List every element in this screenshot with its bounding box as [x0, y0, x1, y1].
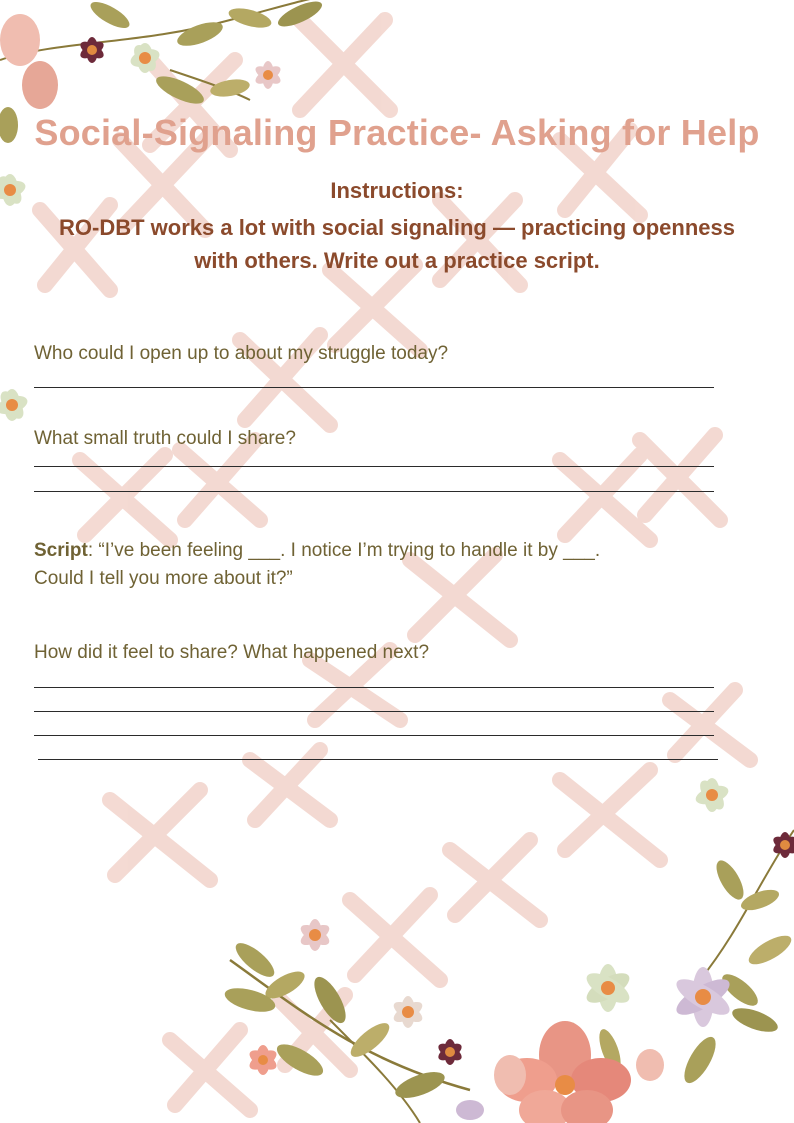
instructions-line-1: RO-DBT works a lot with social signaling — practicing openness	[59, 215, 735, 240]
right-small-flower-icon	[693, 777, 730, 814]
bottom-floral-icon	[222, 830, 794, 1123]
instructions-text	[20, 211, 774, 277]
script-text-2: Could I tell you more about it?”	[34, 568, 293, 589]
answer-line[interactable]	[34, 735, 714, 736]
answer-line[interactable]	[34, 711, 714, 712]
script-prompt	[34, 537, 754, 593]
instructions-line-2: with others. Write out a practice script.	[194, 248, 600, 273]
question-who-to-open-up-to: Who could I open up to about my struggle today?	[34, 343, 449, 364]
page-title: Social-Signaling Practice- Asking for Help	[34, 112, 760, 153]
answer-line[interactable]	[34, 687, 714, 688]
answer-line[interactable]	[34, 466, 714, 467]
script-label: Script	[34, 540, 88, 561]
question-small-truth: What small truth could I share?	[34, 428, 296, 449]
question-how-did-it-feel: How did it feel to share? What happened next?	[34, 642, 430, 663]
answer-line[interactable]	[34, 491, 714, 492]
script-line-1	[34, 537, 754, 565]
answer-line[interactable]	[38, 759, 718, 760]
script-text-1: : “I’ve been feeling ___. I notice I’m trying to handle it by ___.	[87, 540, 601, 561]
instructions-heading: Instructions:	[330, 178, 464, 203]
answer-line[interactable]	[34, 387, 714, 388]
